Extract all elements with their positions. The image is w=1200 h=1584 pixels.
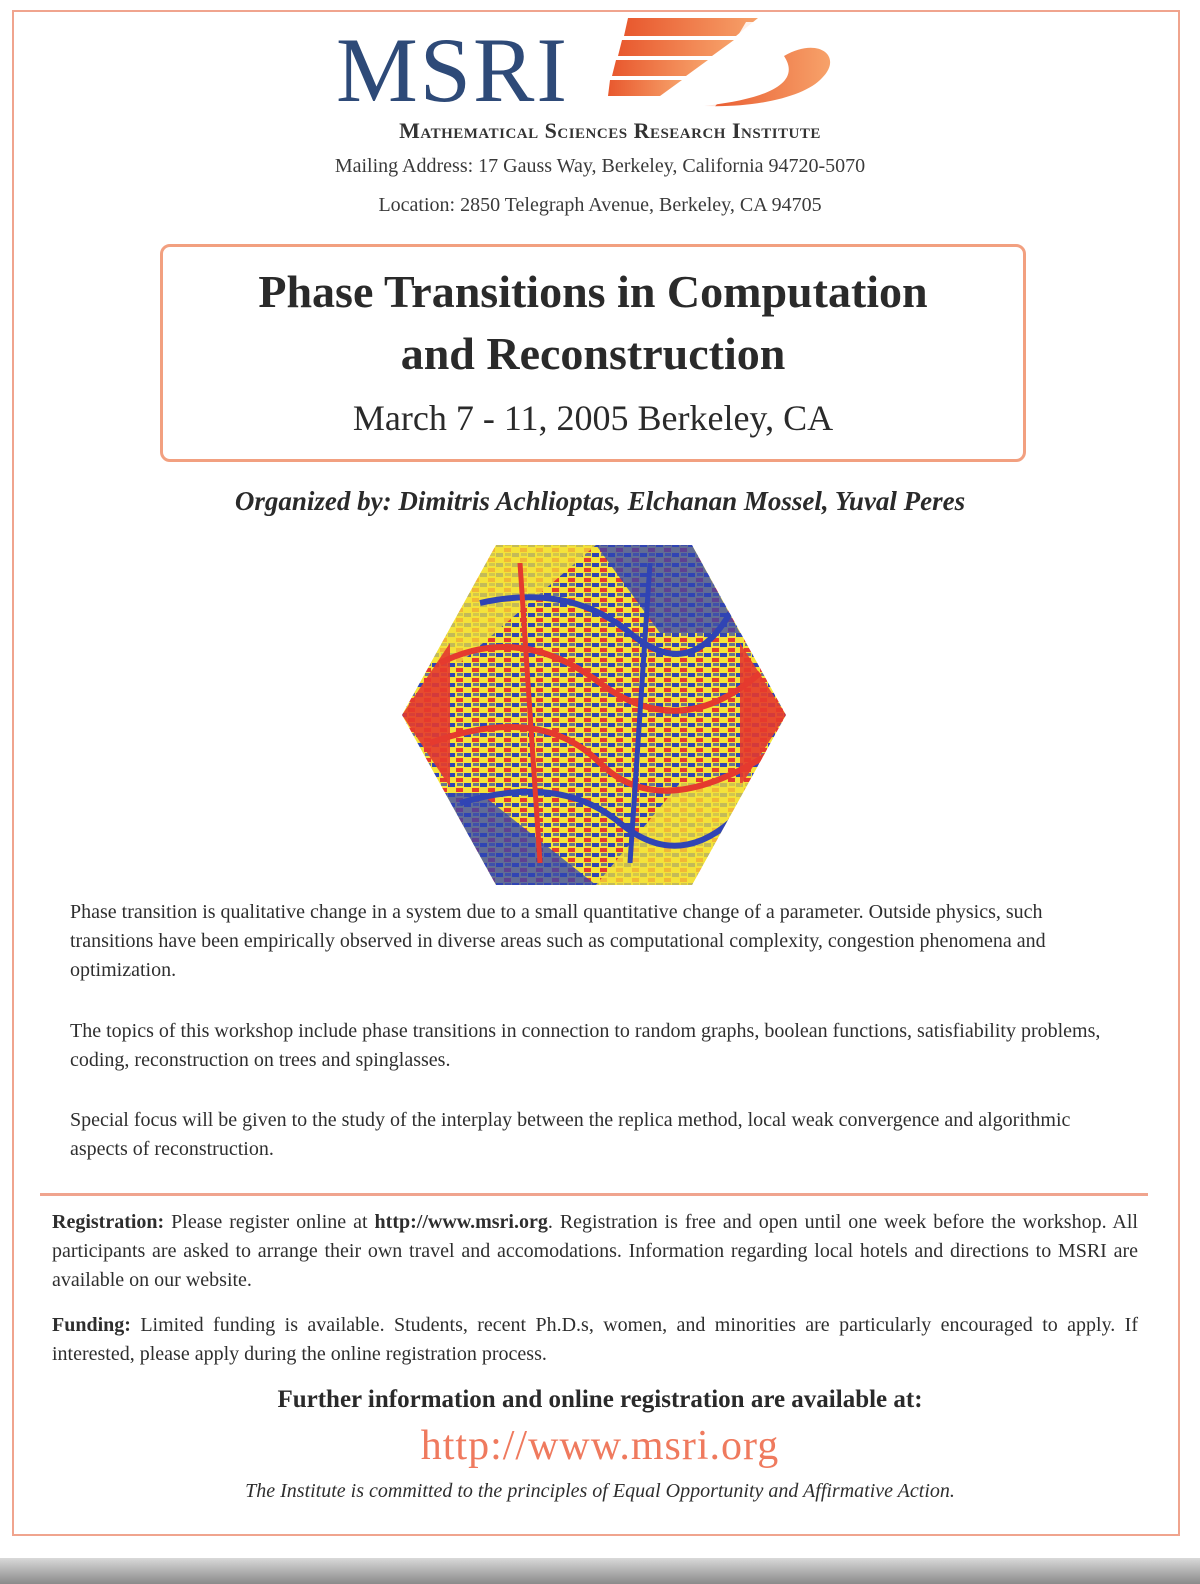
registration-text-before-link: Please register online at <box>164 1211 375 1233</box>
funding-paragraph <box>52 1311 1138 1369</box>
event-title-line2: and Reconstruction <box>400 328 786 379</box>
description-paragraph-1: Phase transition is qualitative change in a system due to a small quantitative change of a parameter. Outside physics, such transitions have been empirically observed in diverse areas such as computational complexity, congestion phenomena and optimization. <box>70 901 1046 981</box>
registration-paragraph <box>52 1208 1138 1295</box>
title-box <box>160 244 1026 462</box>
description-paragraph-3: Special focus will be given to the study of the interplay between the replica method, local weak convergence and algorithmic aspects of reconstruction. <box>70 1109 1071 1160</box>
organizers: Organized by: Dimitris Achlioptas, Elchanan Mossel, Yuval Peres <box>234 486 966 516</box>
further-info-heading: Further information and online registration are available at: <box>277 1386 923 1413</box>
msri-logo <box>336 14 846 121</box>
hexagon-tiling-image <box>400 543 788 887</box>
logo-mark-icon <box>608 16 846 112</box>
event-title-line1: Phase Transitions in Computation <box>258 266 928 317</box>
funding-label: Funding: <box>52 1314 131 1336</box>
logo-text: MSRI <box>336 19 569 121</box>
institute-name: Mathematical Sciences Research Institute <box>399 118 821 143</box>
registration-label: Registration: <box>52 1211 165 1233</box>
scan-edge-strip <box>0 1558 1200 1584</box>
event-dates: March 7 - 11, 2005 Berkeley, CA <box>352 398 834 438</box>
section-divider <box>40 1193 1148 1196</box>
website-link[interactable]: http://www.msri.org <box>420 1423 780 1469</box>
funding-text: Limited funding is available. Students, recent Ph.D.s, women, and minorities are particularly encouraged to apply. If interested, please apply during the online registration process. <box>52 1314 1138 1365</box>
registration-link[interactable]: http://www.msri.org <box>374 1211 548 1233</box>
mailing-address: Mailing Address: 17 Gauss Way, Berkeley, California 94720-5070 <box>334 155 866 177</box>
location-address: Location: 2850 Telegraph Avenue, Berkeley, CA 94705 <box>378 194 822 216</box>
registration-text-after-link: . Registration is free and open until one week before the workshop. All participants are asked to arrange their own travel and accomodations. Information regarding local hotels and directions to MSRI are available on our website. <box>52 1211 1138 1291</box>
equal-opportunity-statement: The Institute is committed to the principles of Equal Opportunity and Affirmative Action. <box>245 1480 955 1502</box>
description-paragraph-2: The topics of this workshop include phase transitions in connection to random graphs, boolean functions, satisfiability problems, coding, reconstruction on trees and spinglasses. <box>70 1020 1101 1071</box>
